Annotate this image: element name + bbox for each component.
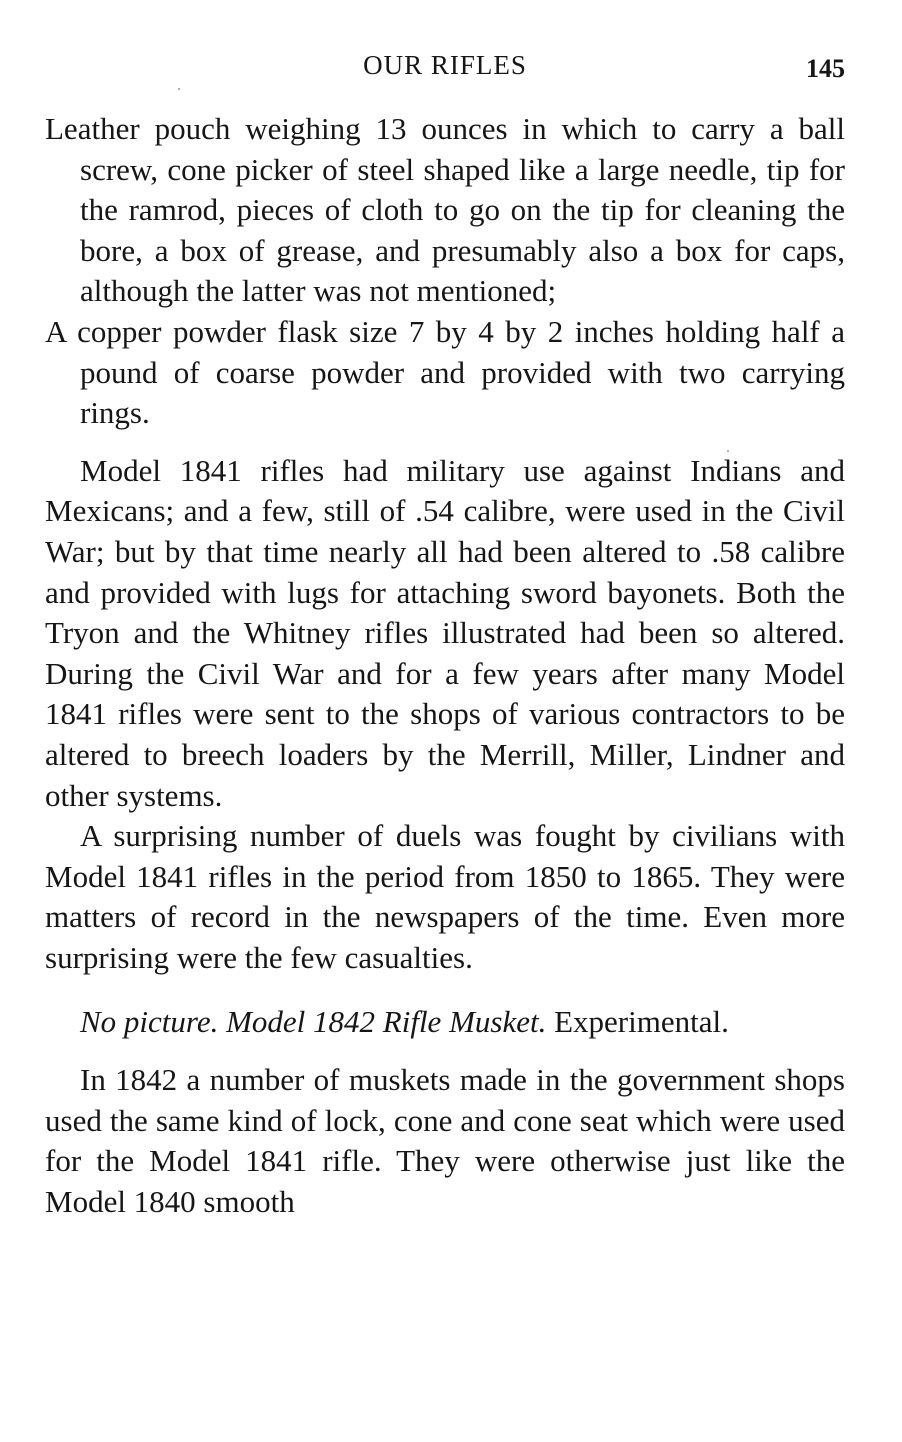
print-speck [727, 450, 729, 452]
caption-rest: Experimental. [546, 1004, 729, 1040]
list-item-powder-flask: A copper powder flask size 7 by 4 by 2 inches holding half a pound of coarse powder and provided with two carrying rings. [45, 313, 845, 431]
list-item-pouch: Leather pouch weighing 13 ounces in which to carry a ball screw, cone picker of steel shaped like a large needle, tip for the ramrod, pieces of cloth to go on the tip for cleaning the bore, a box of grease, and presumably also a box for caps, although the latter was not mentioned; [45, 111, 845, 309]
paragraph-military-use: Model 1841 rifles had military use against Indians and Mexicans; and a few, still of .54 calibre, were used in the Civil War; but by that time nearly all had been altered to .58 calibre and provided with lugs for attaching sword bayonets. Both the Tryon and the Whitney rifles illustrated had been so altered. During the Civil War and for a few years after many Model 1841 rifles were sent to the shops of various contractors to be altered to breech loaders by the Merrill, Miller, Lindner and other systems. [45, 452, 845, 813]
paragraph-1842-muskets: In 1842 a number of muskets made in the government shops used the same kind of lock, cone and cone seat which were used for the Model 1841 rifle. They were otherwise just like the Model 1840 smooth [45, 1062, 845, 1219]
running-title: OUR RIFLES [363, 50, 527, 80]
page-number: 145 [806, 54, 845, 83]
caption-model-1842 [45, 1002, 845, 1043]
caption-italic: No picture. Model 1842 Rifle Musket. [80, 1004, 547, 1040]
body-text [45, 109, 845, 1222]
paragraph-duels: A surprising number of duels was fought by civilians with Model 1841 rifles in the period from 1850 to 1865. They were matters of record in the newspapers of the time. Even more surprising were the few casualties. [45, 818, 845, 975]
print-speck [178, 88, 180, 90]
